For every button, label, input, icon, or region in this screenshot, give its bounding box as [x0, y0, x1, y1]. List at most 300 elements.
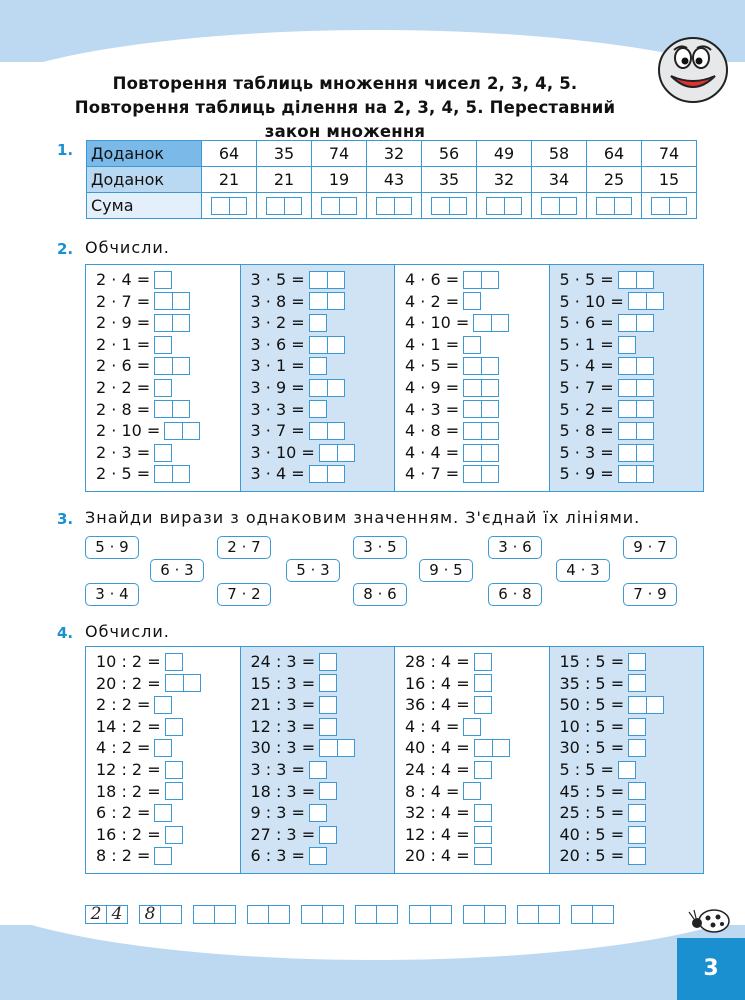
sequence-cell[interactable]: [463, 905, 484, 924]
sequence-pair: [193, 905, 236, 924]
answer-box[interactable]: [309, 804, 327, 822]
answer-box[interactable]: [154, 400, 190, 418]
table-cell: 21: [202, 167, 257, 193]
expression-row: [405, 845, 549, 867]
expression-row: [251, 694, 395, 716]
expression: 30 : 3 =: [250, 738, 316, 758]
expression-row: [251, 463, 395, 485]
answer-box[interactable]: [474, 739, 510, 757]
answer-box[interactable]: [165, 782, 183, 800]
expression: 4 · 9 =: [405, 377, 460, 397]
sequence-cells: [85, 905, 625, 924]
answer-box[interactable]: [376, 197, 412, 215]
answer-box[interactable]: [618, 357, 654, 375]
answer-box[interactable]: [628, 653, 646, 671]
answer-box[interactable]: [309, 314, 327, 332]
row-label: Доданок: [87, 167, 202, 193]
answer-box[interactable]: [463, 718, 481, 736]
expression: 5 · 3 =: [559, 442, 614, 462]
answer-box[interactable]: [165, 718, 183, 736]
expression: 5 · 6 =: [559, 313, 614, 333]
expression: 35 : 5 =: [559, 673, 625, 693]
expression: 3 · 5 =: [250, 270, 305, 289]
expression-row: [251, 651, 395, 673]
expression-row: [251, 377, 395, 399]
answer-box[interactable]: [618, 465, 654, 483]
answer-box[interactable]: [618, 271, 654, 289]
table-cell: 35: [257, 141, 312, 167]
expression: 10 : 2 =: [96, 652, 161, 671]
expression: 24 : 4 =: [405, 759, 470, 779]
sequence-pair: [409, 905, 452, 924]
expression-row: [96, 442, 240, 464]
expression-row: [405, 463, 549, 485]
multiplication-grid: [85, 264, 704, 492]
answer-box[interactable]: [319, 696, 337, 714]
answer-box[interactable]: [319, 826, 337, 844]
expression-row: [251, 737, 395, 759]
answer-box[interactable]: [628, 782, 646, 800]
answer-box[interactable]: [618, 379, 654, 397]
expression-row: [405, 824, 549, 846]
sum-cell: [642, 193, 697, 219]
expression: 3 · 9 =: [250, 377, 305, 397]
expression-card[interactable]: 3 · 5: [353, 536, 407, 559]
answer-box[interactable]: [628, 847, 646, 865]
sequence-pair: [463, 905, 506, 924]
answer-box[interactable]: [309, 400, 327, 418]
answer-box[interactable]: [463, 336, 481, 354]
expression: 15 : 5 =: [559, 652, 625, 671]
answer-box[interactable]: [319, 739, 355, 757]
expression: 27 : 3 =: [250, 824, 316, 844]
expression: 2 · 1 =: [96, 334, 151, 354]
expression: 4 · 1 =: [405, 334, 460, 354]
expression-card[interactable]: 5 · 3: [286, 559, 340, 582]
answer-box[interactable]: [165, 653, 183, 671]
answer-box[interactable]: [474, 804, 492, 822]
expression-card[interactable]: 5 · 9: [85, 536, 139, 559]
expression: 5 : 5 =: [559, 759, 614, 779]
answer-box[interactable]: [266, 197, 302, 215]
answer-box[interactable]: [321, 197, 357, 215]
answer-box[interactable]: [463, 292, 481, 310]
answer-box[interactable]: [165, 674, 201, 692]
answer-box[interactable]: [154, 696, 172, 714]
expression-row: [96, 737, 240, 759]
answer-box[interactable]: [309, 422, 345, 440]
sequence-cell[interactable]: [355, 905, 376, 924]
answer-box[interactable]: [309, 271, 345, 289]
expression-row: [96, 399, 240, 421]
sequence-cell[interactable]: [592, 905, 614, 924]
expression-row: [251, 355, 395, 377]
grid-column: [86, 265, 241, 491]
table-cell: 25: [587, 167, 642, 193]
expression-row: [405, 291, 549, 313]
expression-row: [251, 399, 395, 421]
expression-row: [405, 420, 549, 442]
expression: 28 : 4 =: [405, 652, 470, 671]
task-instruction: Обчисли.: [85, 622, 170, 641]
expression: 20 : 4 =: [405, 846, 470, 866]
sequence-cell[interactable]: 8: [139, 905, 160, 924]
sequence-cell[interactable]: [538, 905, 560, 924]
answer-box[interactable]: [628, 739, 646, 757]
expression: 5 · 7 =: [559, 377, 614, 397]
answer-box[interactable]: [154, 804, 172, 822]
expression-row: [560, 463, 704, 485]
expression-row: [251, 759, 395, 781]
answer-box[interactable]: [319, 444, 355, 462]
expression-row: [560, 651, 704, 673]
expression-row: [96, 651, 240, 673]
expression-row: [560, 442, 704, 464]
expression-row: [560, 824, 704, 846]
expression: 24 : 3 =: [250, 652, 316, 671]
answer-box[interactable]: [474, 653, 492, 671]
sequence-cell[interactable]: [484, 905, 506, 924]
sequence-cell[interactable]: [376, 905, 398, 924]
expression-row: [560, 845, 704, 867]
expression-row: [96, 355, 240, 377]
answer-box[interactable]: [319, 674, 337, 692]
sequence-cell[interactable]: [214, 905, 236, 924]
answer-box[interactable]: [628, 292, 664, 310]
expression-row: [251, 442, 395, 464]
sequence-cell[interactable]: [301, 905, 322, 924]
expression-row: [251, 716, 395, 738]
sum-cell: [477, 193, 532, 219]
sum-cell: [312, 193, 367, 219]
expression-row: [96, 802, 240, 824]
expression: 2 · 10 =: [96, 421, 161, 441]
expression: 40 : 4 =: [405, 738, 470, 758]
sequence-cell[interactable]: 2: [85, 905, 106, 924]
table-cell: 34: [532, 167, 587, 193]
answer-box[interactable]: [309, 465, 345, 483]
expression: 14 : 2 =: [96, 716, 161, 736]
expression: 4 : 4 =: [405, 716, 460, 736]
expression: 3 · 3 =: [250, 399, 305, 419]
expression-row: [251, 781, 395, 803]
answer-box[interactable]: [463, 444, 499, 462]
answer-box[interactable]: [463, 357, 499, 375]
expression: 12 : 4 =: [405, 824, 470, 844]
expression-card[interactable]: 6 · 3: [150, 559, 204, 582]
grid-column: [241, 265, 396, 491]
sequence-cell[interactable]: 4: [106, 905, 128, 924]
expression: 2 : 2 =: [96, 695, 151, 715]
expression: 4 · 10 =: [405, 313, 470, 333]
expression: 6 : 2 =: [96, 803, 151, 823]
expression: 5 · 9 =: [559, 464, 614, 484]
answer-box[interactable]: [431, 197, 467, 215]
expression-row: [251, 802, 395, 824]
answer-box[interactable]: [154, 465, 190, 483]
sequence-cell[interactable]: [193, 905, 214, 924]
answer-box[interactable]: [596, 197, 632, 215]
answer-box[interactable]: [309, 761, 327, 779]
expression-row: [251, 673, 395, 695]
expression: 2 · 2 =: [96, 377, 151, 397]
expression-row: [96, 759, 240, 781]
table-cell: 21: [257, 167, 312, 193]
answer-box[interactable]: [628, 674, 646, 692]
answer-box[interactable]: [165, 761, 183, 779]
sequence-cell[interactable]: [409, 905, 430, 924]
expression: 12 : 3 =: [250, 716, 316, 736]
answer-box[interactable]: [474, 761, 492, 779]
smiley-icon: [657, 36, 729, 104]
expression-row: [405, 651, 549, 673]
answer-box[interactable]: [474, 696, 492, 714]
expression-row: [251, 420, 395, 442]
expression: 4 : 2 =: [96, 738, 151, 758]
sum-cell: [257, 193, 312, 219]
table-cell: 74: [642, 141, 697, 167]
expression: 45 : 5 =: [559, 781, 625, 801]
table-cell: 49: [477, 141, 532, 167]
sequence-cell[interactable]: [430, 905, 452, 924]
sequence-cell[interactable]: [322, 905, 344, 924]
answer-box[interactable]: [651, 197, 687, 215]
expression: 4 · 5 =: [405, 356, 460, 376]
sequence-cell[interactable]: [268, 905, 290, 924]
expression: 40 : 5 =: [559, 824, 625, 844]
expression: 2 · 7 =: [96, 291, 151, 311]
table-cell: 58: [532, 141, 587, 167]
answer-box[interactable]: [618, 761, 636, 779]
sequence-pair: [571, 905, 614, 924]
answer-box[interactable]: [618, 400, 654, 418]
answer-box[interactable]: [319, 653, 337, 671]
expression: 3 · 4 =: [250, 464, 305, 484]
answer-box[interactable]: [473, 314, 509, 332]
expression-card[interactable]: 3 · 6: [488, 536, 542, 559]
expression: 16 : 2 =: [96, 824, 161, 844]
answer-box[interactable]: [618, 336, 636, 354]
table-cell: 15: [642, 167, 697, 193]
expression: 2 · 8 =: [96, 399, 151, 419]
table-cell: 56: [422, 141, 477, 167]
answer-box[interactable]: [154, 336, 172, 354]
expression-row: [96, 269, 240, 291]
answer-box[interactable]: [463, 782, 481, 800]
grid-column: [86, 647, 241, 873]
expression: 20 : 2 =: [96, 673, 161, 693]
sequence-cell[interactable]: [160, 905, 182, 924]
expression-row: [560, 781, 704, 803]
answer-box[interactable]: [154, 444, 172, 462]
sum-cell: [587, 193, 642, 219]
expression-card[interactable]: 4 · 3: [556, 559, 610, 582]
expression-row: [560, 355, 704, 377]
answer-box[interactable]: [309, 336, 345, 354]
answer-box[interactable]: [463, 400, 499, 418]
answer-box[interactable]: [463, 271, 499, 289]
answer-box[interactable]: [164, 422, 200, 440]
sequence-pair: [355, 905, 398, 924]
sum-cell: [367, 193, 422, 219]
expression: 3 : 3 =: [250, 759, 305, 779]
expression: 3 · 6 =: [250, 334, 305, 354]
expression: 5 · 4 =: [559, 356, 614, 376]
table-cell: 35: [422, 167, 477, 193]
expression-card[interactable]: 7 · 2: [217, 583, 271, 606]
expression-row: [405, 377, 549, 399]
expression: 10 : 5 =: [559, 716, 625, 736]
expression-row: [251, 845, 395, 867]
answer-box[interactable]: [463, 422, 499, 440]
expression-row: [560, 312, 704, 334]
answer-box[interactable]: [154, 739, 172, 757]
answer-box[interactable]: [474, 826, 492, 844]
expression: 3 · 7 =: [250, 421, 305, 441]
expression-row: [96, 312, 240, 334]
expression-row: [96, 694, 240, 716]
expression-card[interactable]: 9 · 5: [419, 559, 473, 582]
task-number: 3.: [57, 510, 74, 528]
table-cell: 64: [587, 141, 642, 167]
expression-row: [405, 673, 549, 695]
expression-row: [251, 312, 395, 334]
expression-row: [96, 781, 240, 803]
answer-box[interactable]: [154, 314, 190, 332]
answer-box[interactable]: [211, 197, 247, 215]
answer-box[interactable]: [628, 826, 646, 844]
expression-row: [560, 377, 704, 399]
row-label: Сума: [87, 193, 202, 219]
expression: 32 : 4 =: [405, 803, 470, 823]
expression-row: [405, 334, 549, 356]
expression: 3 · 8 =: [250, 291, 305, 311]
expression-row: [96, 824, 240, 846]
expression: 6 : 3 =: [250, 846, 305, 866]
grid-column: [395, 265, 550, 491]
expression: 25 : 5 =: [559, 803, 625, 823]
expression-row: [96, 377, 240, 399]
grid-column: [395, 647, 550, 873]
expression-row: [96, 845, 240, 867]
answer-box[interactable]: [154, 847, 172, 865]
addition-table: [86, 140, 697, 219]
expression: 9 : 3 =: [250, 803, 305, 823]
expression: 3 · 2 =: [250, 313, 305, 333]
answer-box[interactable]: [309, 847, 327, 865]
expression-card[interactable]: 7 · 9: [623, 583, 677, 606]
answer-box[interactable]: [154, 357, 190, 375]
answer-box[interactable]: [463, 465, 499, 483]
expression: 2 · 9 =: [96, 313, 151, 333]
ladybug-icon: [686, 905, 734, 933]
answer-box[interactable]: [474, 674, 492, 692]
answer-box[interactable]: [541, 197, 577, 215]
expression-row: [405, 781, 549, 803]
expression-row: [96, 420, 240, 442]
answer-box[interactable]: [165, 826, 183, 844]
sequence-pair: [85, 905, 128, 924]
answer-box[interactable]: [319, 782, 337, 800]
answer-box[interactable]: [628, 696, 664, 714]
expression-row: [560, 269, 704, 291]
expression-row: [560, 759, 704, 781]
sequence-cell[interactable]: [571, 905, 592, 924]
expression-row: [560, 420, 704, 442]
expression-row: [405, 269, 549, 291]
expression: 8 : 4 =: [405, 781, 460, 801]
answer-box[interactable]: [628, 718, 646, 736]
expression: 21 : 3 =: [250, 695, 316, 715]
expression: 3 · 10 =: [250, 442, 315, 462]
expression: 16 : 4 =: [405, 673, 470, 693]
row-label: Доданок: [87, 141, 202, 167]
sequence-cell[interactable]: [247, 905, 268, 924]
answer-box[interactable]: [618, 444, 654, 462]
answer-box[interactable]: [154, 379, 172, 397]
answer-box[interactable]: [309, 292, 345, 310]
expression: 2 · 6 =: [96, 356, 151, 376]
answer-box[interactable]: [486, 197, 522, 215]
task-instruction: Обчисли.: [85, 238, 170, 257]
table-cell: 19: [312, 167, 367, 193]
table-cell: 74: [312, 141, 367, 167]
grid-column: [241, 647, 396, 873]
answer-box[interactable]: [154, 271, 172, 289]
expression-row: [251, 291, 395, 313]
answer-box[interactable]: [474, 847, 492, 865]
task-number: 2.: [57, 240, 74, 258]
answer-box[interactable]: [309, 357, 327, 375]
expression-row: [96, 291, 240, 313]
answer-box[interactable]: [319, 718, 337, 736]
expression: 4 · 2 =: [405, 291, 460, 311]
expression: 36 : 4 =: [405, 695, 470, 715]
expression-row: [96, 334, 240, 356]
expression-card[interactable]: 3 · 4: [85, 583, 139, 606]
answer-box[interactable]: [618, 314, 654, 332]
expression-card[interactable]: 2 · 7: [217, 536, 271, 559]
sequence-pair: [139, 905, 182, 924]
answer-box[interactable]: [628, 804, 646, 822]
answer-box[interactable]: [618, 422, 654, 440]
answer-box[interactable]: [463, 379, 499, 397]
expression-row: [96, 463, 240, 485]
expression-row: [560, 737, 704, 759]
expression-card[interactable]: 9 · 7: [623, 536, 677, 559]
expression-row: [560, 673, 704, 695]
task-number: 4.: [57, 624, 74, 642]
division-grid: [85, 646, 704, 874]
expression-row: [251, 824, 395, 846]
answer-box[interactable]: [309, 379, 345, 397]
expression: 2 · 3 =: [96, 442, 151, 462]
expression-row: [405, 716, 549, 738]
expression-row: [405, 312, 549, 334]
expression-card[interactable]: 6 · 8: [488, 583, 542, 606]
expression: 8 : 2 =: [96, 846, 151, 866]
expression-row: [560, 334, 704, 356]
sequence-cell[interactable]: [517, 905, 538, 924]
expression-card[interactable]: 8 · 6: [353, 583, 407, 606]
expression: 5 · 8 =: [559, 421, 614, 441]
expression-row: [405, 355, 549, 377]
answer-box[interactable]: [154, 292, 190, 310]
expression: 50 : 5 =: [559, 695, 625, 715]
expression: 4 · 6 =: [405, 270, 460, 289]
grid-column: [550, 647, 704, 873]
expression: 18 : 2 =: [96, 781, 161, 801]
